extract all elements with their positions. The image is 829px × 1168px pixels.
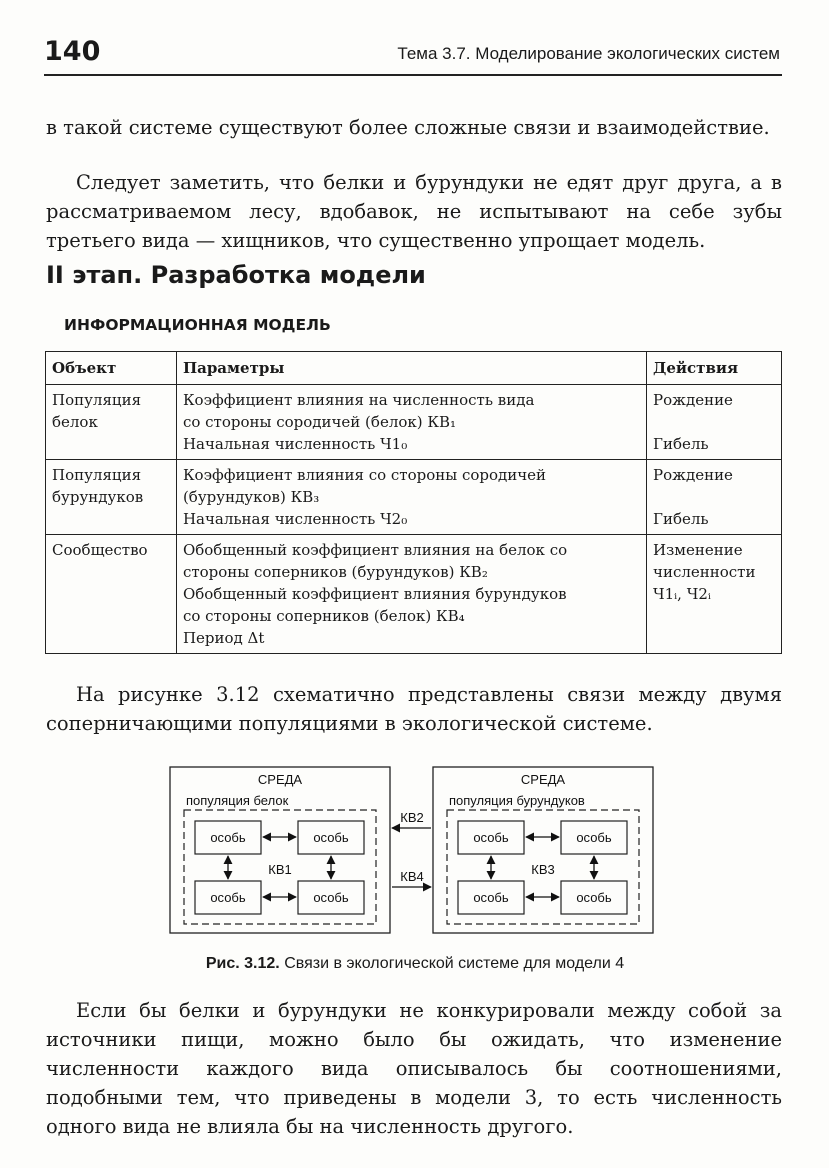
paragraph-2: Следует заметить, что белки и бурундуки не едят друг друга, а в рассматриваемом лесу, вдобавок, не испытывают на себе зубы третьего вида — хищников, что существенно упрощает модель. — [46, 171, 782, 252]
page-header — [44, 36, 782, 76]
table-row — [46, 385, 782, 460]
left-environment-box — [170, 767, 390, 933]
kv1-label: КВ1 — [268, 862, 292, 877]
action-line: Гибель — [653, 435, 709, 453]
individual-label: особь — [576, 890, 612, 905]
param-line: Обобщенный коэффициент влияния бурундуков — [182, 585, 567, 603]
object-line: Сообщество — [52, 541, 148, 559]
cell-object — [46, 460, 177, 535]
individual-label: особь — [210, 830, 246, 845]
figure-caption — [160, 955, 670, 973]
table-row — [46, 460, 782, 535]
cell-params — [176, 535, 646, 654]
right-environment-box — [433, 767, 653, 933]
running-title: Тема 3.7. Моделирование экологических систем — [397, 44, 780, 63]
individual-label: особь — [473, 830, 509, 845]
param-line: Период Δt — [182, 629, 265, 647]
cell-actions — [647, 385, 782, 460]
param-line: Коэффициент влияния на численность вида — [182, 391, 535, 409]
action-line: численности — [653, 563, 756, 581]
paragraph-4: Если бы белки и бурундуки не конкурировали между собой за источники пищи, можно было бы ожидать, что изменение численности каждого вида описывалось бы соотношениями, подобными тем, что приведены в модели 3, то есть численность одного вида не влияла бы на численность другого. — [46, 999, 782, 1138]
individual-label: особь — [210, 890, 246, 905]
page-number: 140 — [44, 36, 101, 67]
cell-object — [46, 535, 177, 654]
section-heading: II этап. Разработка модели — [46, 261, 426, 289]
caption-label: Рис. 3.12. — [205, 955, 280, 972]
cell-object — [46, 385, 177, 460]
right-population-label: популяция бурундуков — [449, 793, 585, 808]
param-line: (бурундуков) КВ₃ — [182, 488, 320, 506]
information-model-table — [45, 351, 782, 654]
param-line: Начальная численность Ч2₀ — [182, 510, 408, 528]
header-parameters: Параметры — [176, 352, 646, 385]
left-environment-label: СРЕДА — [257, 772, 303, 787]
ecosystem-diagram — [160, 764, 670, 964]
kv3-label: КВ3 — [531, 862, 555, 877]
kv4-label: КВ4 — [400, 869, 424, 884]
kv2-label: КВ2 — [400, 810, 424, 825]
cell-actions — [647, 460, 782, 535]
subheading: ИНФОРМАЦИОННАЯ МОДЕЛЬ — [64, 316, 331, 334]
action-line: Рождение — [653, 466, 733, 484]
table-row — [46, 535, 782, 654]
param-line: со стороны сородичей (белок) КВ₁ — [182, 413, 457, 431]
param-line: со стороны соперников (белок) КВ₄ — [182, 607, 465, 625]
caption-text: Связи в экологической системе для модели 4 — [284, 955, 625, 972]
paragraph-3: На рисунке 3.12 схематично представлены связи между двумя соперничающими популяциями в экологической системе. — [46, 683, 782, 735]
object-line: Популяция — [52, 466, 142, 484]
individual-label: особь — [313, 830, 349, 845]
cell-actions — [647, 535, 782, 654]
action-line: Ч1ᵢ, Ч2ᵢ — [653, 585, 711, 603]
header-actions: Действия — [647, 352, 782, 385]
action-line: Рождение — [653, 391, 733, 409]
paragraph-1: в такой системе существуют более сложные связи и взаимодействие. — [46, 116, 770, 139]
param-line: Начальная численность Ч1₀ — [182, 435, 408, 453]
individual-label: особь — [313, 890, 349, 905]
cell-params — [176, 385, 646, 460]
action-line: Гибель — [653, 510, 709, 528]
header-object: Объект — [46, 352, 177, 385]
object-line: бурундуков — [52, 488, 144, 506]
cell-params — [176, 460, 646, 535]
object-line: белок — [52, 413, 98, 431]
param-line: Коэффициент влияния со стороны сородичей — [182, 466, 547, 484]
action-line: Изменение — [653, 541, 743, 559]
right-environment-label: СРЕДА — [520, 772, 566, 787]
individual-label: особь — [576, 830, 612, 845]
individual-label: особь — [473, 890, 509, 905]
object-line: Популяция — [52, 391, 142, 409]
param-line: Обобщенный коэффициент влияния на белок со — [182, 541, 568, 559]
left-population-label: популяция белок — [186, 793, 289, 808]
param-line: стороны соперников (бурундуков) КВ₂ — [182, 563, 488, 581]
table-header-row — [46, 352, 782, 385]
diagram-svg — [160, 764, 670, 954]
